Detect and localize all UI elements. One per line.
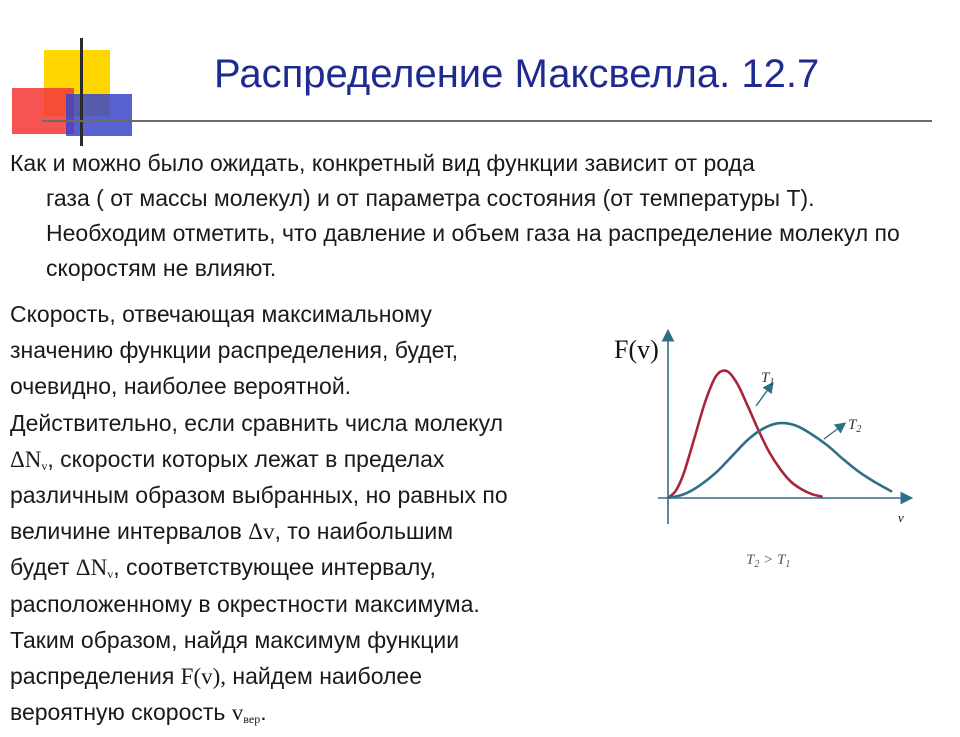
function-symbol: F(v),: [180, 663, 227, 689]
intro-continuation: газа ( от массы молекул) и от параметра состояния (от температуры Т). Необходим отметить, что давление и объем газа на распределение молекул по скоростям не влияют.: [46, 185, 900, 281]
body-line: [10, 694, 610, 730]
body-text: величине интервалов: [10, 518, 249, 545]
body-text: .: [260, 699, 267, 726]
title-divider: [42, 120, 932, 122]
body-text: будет: [10, 554, 76, 581]
body-line: [10, 441, 610, 477]
delta-n-symbol: ΔN: [10, 446, 42, 472]
velocity-subscript: вер: [243, 712, 261, 727]
x-axis-label: v: [898, 510, 904, 525]
body-line: Таким образом, найдя максимум функции: [10, 626, 460, 653]
t2-pointer-arrow: [824, 424, 844, 439]
body-line: [10, 658, 610, 694]
velocity-symbol: v: [231, 700, 244, 726]
maxwell-distribution-chart: [608, 318, 918, 578]
body-line: значению функции распределения, будет,: [10, 337, 458, 364]
body-line: Действительно, если сравнить числа молекул: [10, 409, 503, 436]
body-line: [10, 549, 610, 585]
temperature-caption: $T_2 > T_1$: [746, 552, 791, 570]
body-text: , то наибольшим: [274, 518, 454, 545]
logo-vertical-line: [80, 38, 83, 146]
page-title: Распределение Максвелла. 12.7: [214, 52, 820, 96]
logo-red-square: [12, 88, 74, 134]
series-t2-label: $T_2$: [848, 417, 862, 435]
body-line: [10, 513, 610, 549]
delta-n-subscript: v: [41, 458, 48, 473]
body-text: вероятную скорость: [10, 699, 232, 726]
intro-first-line: Как и можно было ожидать, конкретный вид функции зависит от рода: [10, 150, 755, 176]
delta-n-symbol: ΔN: [75, 555, 108, 581]
y-axis-label: F(v): [614, 335, 659, 364]
body-text: найдем наиболее: [226, 662, 422, 689]
series-t1-line: [668, 371, 823, 498]
logo-blue-square: [66, 94, 132, 136]
series-t1-label: $T_1$: [761, 370, 775, 388]
body-text: распределения: [10, 662, 181, 689]
body-line: Скорость, отвечающая максимальному: [10, 301, 432, 327]
intro-paragraph: [10, 146, 940, 286]
delta-n-subscript: v: [107, 567, 114, 582]
body-text: , соответствующее интервалу,: [113, 554, 436, 581]
body-paragraph: [10, 296, 610, 730]
body-line: расположенному в окрестности максимума.: [10, 590, 480, 617]
body-line: различным образом выбранных, но равных по: [10, 481, 508, 508]
body-line: очевидно, наиболее вероятной.: [10, 373, 352, 400]
delta-v-symbol: Δv: [248, 519, 275, 545]
body-text: , скорости которых лежат в пределах: [47, 445, 445, 472]
